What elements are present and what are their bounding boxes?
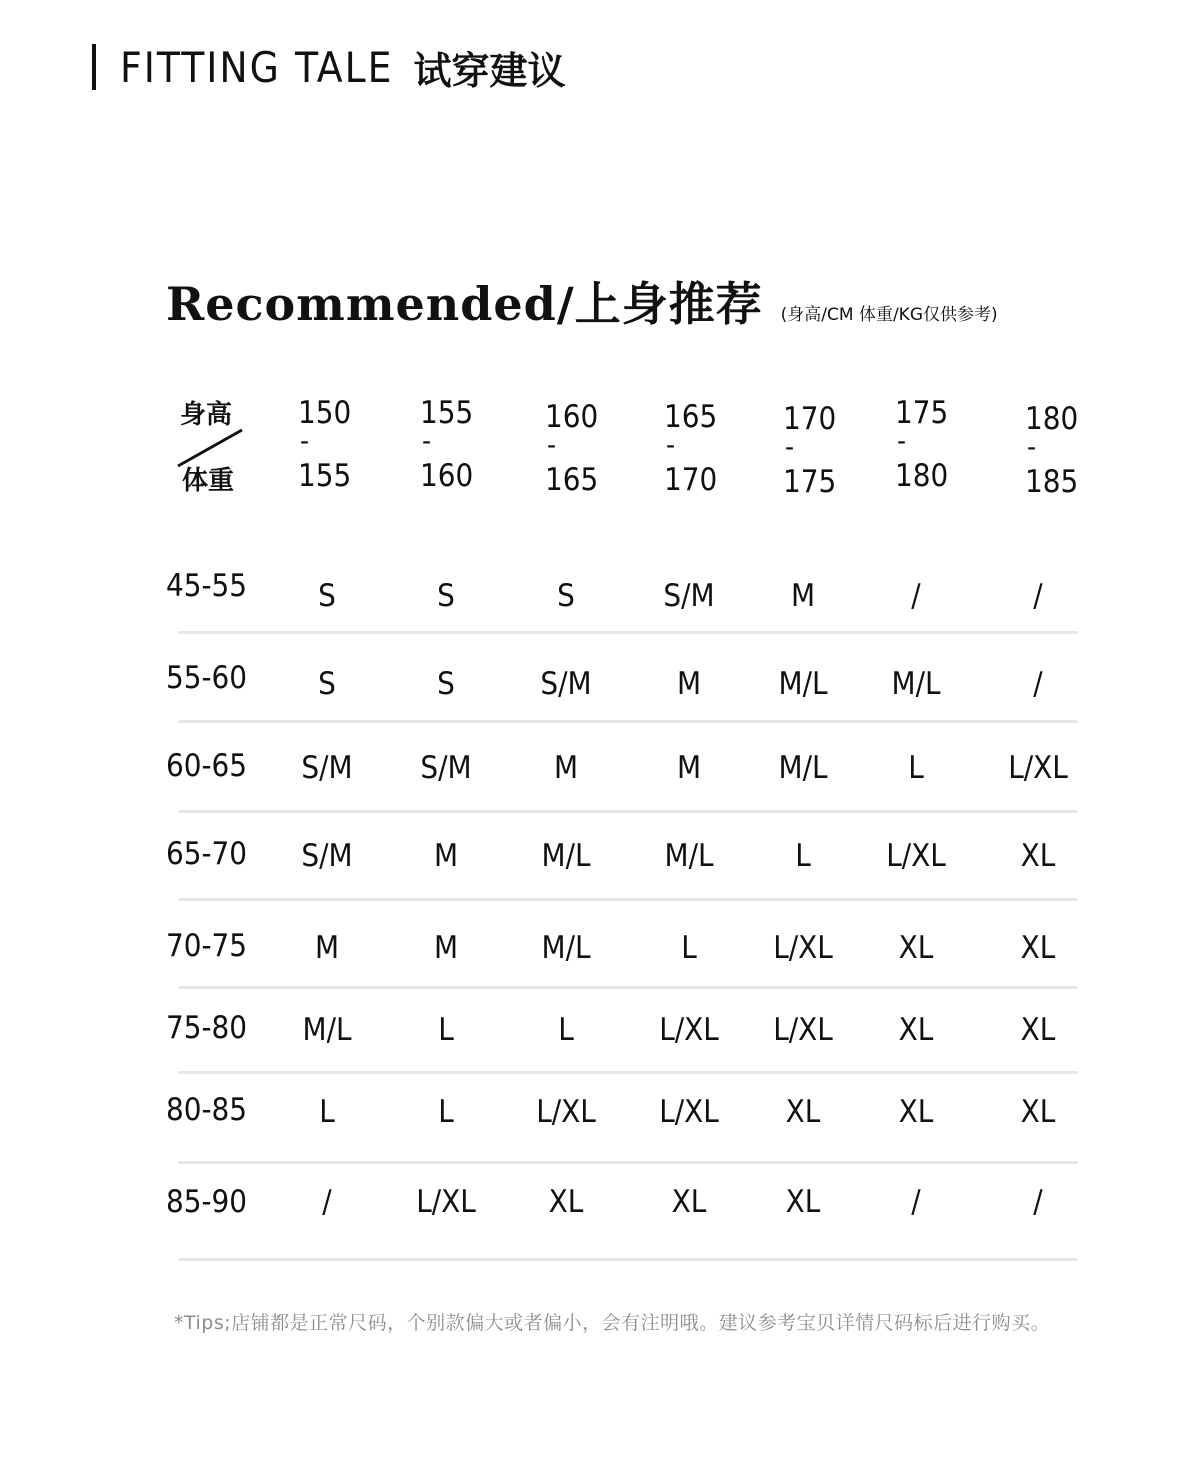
size-cell: L [558,1012,574,1048]
size-cell: M/L [541,838,591,874]
size-cell: L/XL [773,1012,833,1048]
section-heading [166,268,998,334]
table-corner-header [170,394,256,502]
size-cell: XL [785,1184,821,1220]
size-cell: M/L [778,750,828,786]
size-cell: S/M [301,750,353,786]
row-divider [178,720,1078,723]
height-dash: - [666,428,676,461]
row-divider [178,810,1078,813]
height-dash: - [422,424,432,457]
height-from: 165 [664,399,718,435]
height-column-header [1025,401,1085,500]
height-from: 180 [1025,401,1079,437]
height-from: 150 [298,395,352,431]
size-cell: S [557,578,575,614]
size-cell: S/M [420,750,472,786]
height-to: 165 [545,462,599,498]
size-cell: S [318,578,336,614]
size-cell: L/XL [886,838,946,874]
size-cell: XL [1020,838,1056,874]
height-to: 170 [664,462,718,498]
size-cell: S/M [663,578,715,614]
row-divider [178,898,1078,901]
size-cell: M [433,930,459,966]
size-cell: M [314,930,340,966]
height-to: 185 [1025,464,1079,500]
row-divider [178,631,1078,634]
height-to: 180 [895,458,949,494]
size-cell: S [437,666,455,702]
size-cell: L/XL [773,930,833,966]
size-cell: XL [898,930,934,966]
size-cell: L [438,1012,454,1048]
height-column-header [298,395,358,494]
size-cell: XL [898,1094,934,1130]
height-from: 160 [545,399,599,435]
height-from: 170 [783,401,837,437]
section-title: Recommended/上身推荐 [166,277,763,331]
size-cell: M/L [778,666,828,702]
tips-note: *Tips;店铺都是正常尺码，个别款偏大或者偏小，会有注明哦。建议参考宝贝详情尺码标后进行购买。 [174,1312,1051,1334]
height-column-header [664,399,724,498]
size-cell: L/XL [659,1094,719,1130]
size-cell: L/XL [416,1184,476,1220]
size-cell: / [1033,578,1043,614]
height-column-header [895,395,955,494]
row-divider [178,1161,1078,1164]
size-cell: L/XL [536,1094,596,1130]
size-cell: M/L [664,838,714,874]
size-cell: L/XL [659,1012,719,1048]
size-cell: L [681,930,697,966]
weight-row-label: 80-85 [166,1092,248,1128]
page-header [92,40,566,94]
size-cell: M [676,666,702,702]
size-cell: M/L [541,930,591,966]
size-cell: / [911,578,921,614]
weight-row-label: 75-80 [166,1010,248,1046]
size-cell: XL [671,1184,707,1220]
size-cell: XL [1020,930,1056,966]
row-divider [178,986,1078,989]
height-dash: - [547,428,557,461]
size-cell: XL [785,1094,821,1130]
size-cell: L [438,1094,454,1130]
size-cell: L [795,838,811,874]
header-title: FITTING TALE [120,42,394,92]
size-cell: S/M [301,838,353,874]
weight-row-label: 85-90 [166,1184,248,1220]
size-cell: / [1033,1184,1043,1220]
height-column-header [420,395,480,494]
size-cell: M/L [302,1012,352,1048]
height-dash: - [1027,430,1037,463]
size-cell: XL [1020,1094,1056,1130]
size-cell: / [911,1184,921,1220]
size-cell: L/XL [1008,750,1068,786]
weight-row-label: 55-60 [166,660,248,696]
height-to: 175 [783,464,837,500]
section-note: (身高/CM 体重/KG仅供参考) [780,305,998,325]
weight-row-label: 60-65 [166,748,248,784]
size-cell: M [433,838,459,874]
height-to: 160 [420,458,474,494]
height-from: 155 [420,395,474,431]
row-divider [178,1071,1078,1074]
size-cell: / [322,1184,332,1220]
size-cell: M [790,578,816,614]
size-cell: M/L [891,666,941,702]
size-cell: S/M [540,666,592,702]
header-title-cn: 试穿建议 [413,48,566,93]
size-cell: M [676,750,702,786]
size-cell: S [318,666,336,702]
height-from: 175 [895,395,949,431]
size-cell: / [1033,666,1043,702]
height-dash: - [785,430,795,463]
weight-row-label: 70-75 [166,928,248,964]
size-cell: XL [548,1184,584,1220]
size-cell: L [319,1094,335,1130]
row-divider [178,1258,1078,1261]
size-cell: XL [1020,1012,1056,1048]
height-column-header [783,401,843,500]
height-column-header [545,399,605,498]
size-cell: L [908,750,924,786]
size-cell: M [553,750,579,786]
size-cell: XL [898,1012,934,1048]
corner-height-label: 身高 [180,400,233,430]
header-accent-bar [92,44,96,90]
weight-row-label: 65-70 [166,836,248,872]
size-cell: S [437,578,455,614]
corner-weight-label: 体重 [182,466,235,496]
height-to: 155 [298,458,352,494]
weight-row-label: 45-55 [166,568,248,604]
height-dash: - [300,424,310,457]
height-dash: - [897,424,907,457]
